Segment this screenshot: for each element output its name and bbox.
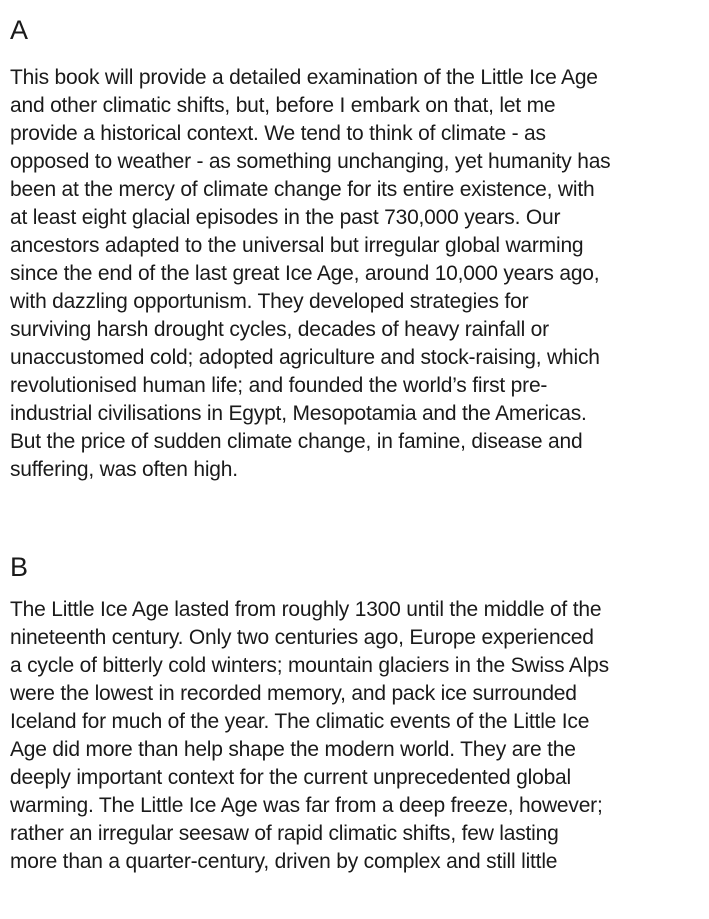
text-line: warming. The Little Ice Age was far from a deep freeze, however; [10,794,603,817]
section-heading: B [10,552,29,582]
text-line: Age did more than help shape the modern world. They are the [10,738,576,761]
text-line: provide a historical context. We tend to think of climate - as [10,122,546,145]
text-line: nineteenth century. Only two centuries ago, Europe experienced [10,626,594,649]
text-line: and other climatic shifts, but, before I embark on that, let me [10,94,556,117]
text-line: were the lowest in recorded memory, and pack ice surrounded [10,682,577,705]
text-line: industrial civilisations in Egypt, Mesopotamia and the Americas. [10,402,587,425]
text-line: been at the mercy of climate change for its entire existence, with [10,178,595,201]
text-line: at least eight glacial episodes in the past 730,000 years. Our [10,206,561,229]
text-line: opposed to weather - as something unchanging, yet humanity has [10,150,611,173]
text-line: But the price of sudden climate change, in famine, disease and [10,430,583,453]
text-line: This book will provide a detailed examination of the Little Ice Age [10,66,598,89]
paragraph [10,64,611,484]
text-line: more than a quarter-century, driven by complex and still little [10,850,558,873]
text-line: with dazzling opportunism. They developed strategies for [10,290,529,313]
text-line: Iceland for much of the year. The climatic events of the Little Ice [10,710,590,733]
text-line: since the end of the last great Ice Age, around 10,000 years ago, [10,262,600,285]
text-line: unaccustomed cold; adopted agriculture and stock-raising, which [10,346,600,369]
text-line: ancestors adapted to the universal but irregular global warming [10,234,584,257]
paragraph [10,596,609,876]
section-heading: A [10,15,29,45]
text-line: The Little Ice Age lasted from roughly 1300 until the middle of the [10,598,602,621]
text-line: rather an irregular seesaw of rapid climatic shifts, few lasting [10,822,559,845]
text-line: a cycle of bitterly cold winters; mountain glaciers in the Swiss Alps [10,654,609,677]
text-line: deeply important context for the current unprecedented global [10,766,571,789]
text-line: revolutionised human life; and founded the world’s first pre- [10,374,548,397]
text-line: suffering, was often high. [10,458,238,481]
text-line: surviving harsh drought cycles, decades of heavy rainfall or [10,318,549,341]
